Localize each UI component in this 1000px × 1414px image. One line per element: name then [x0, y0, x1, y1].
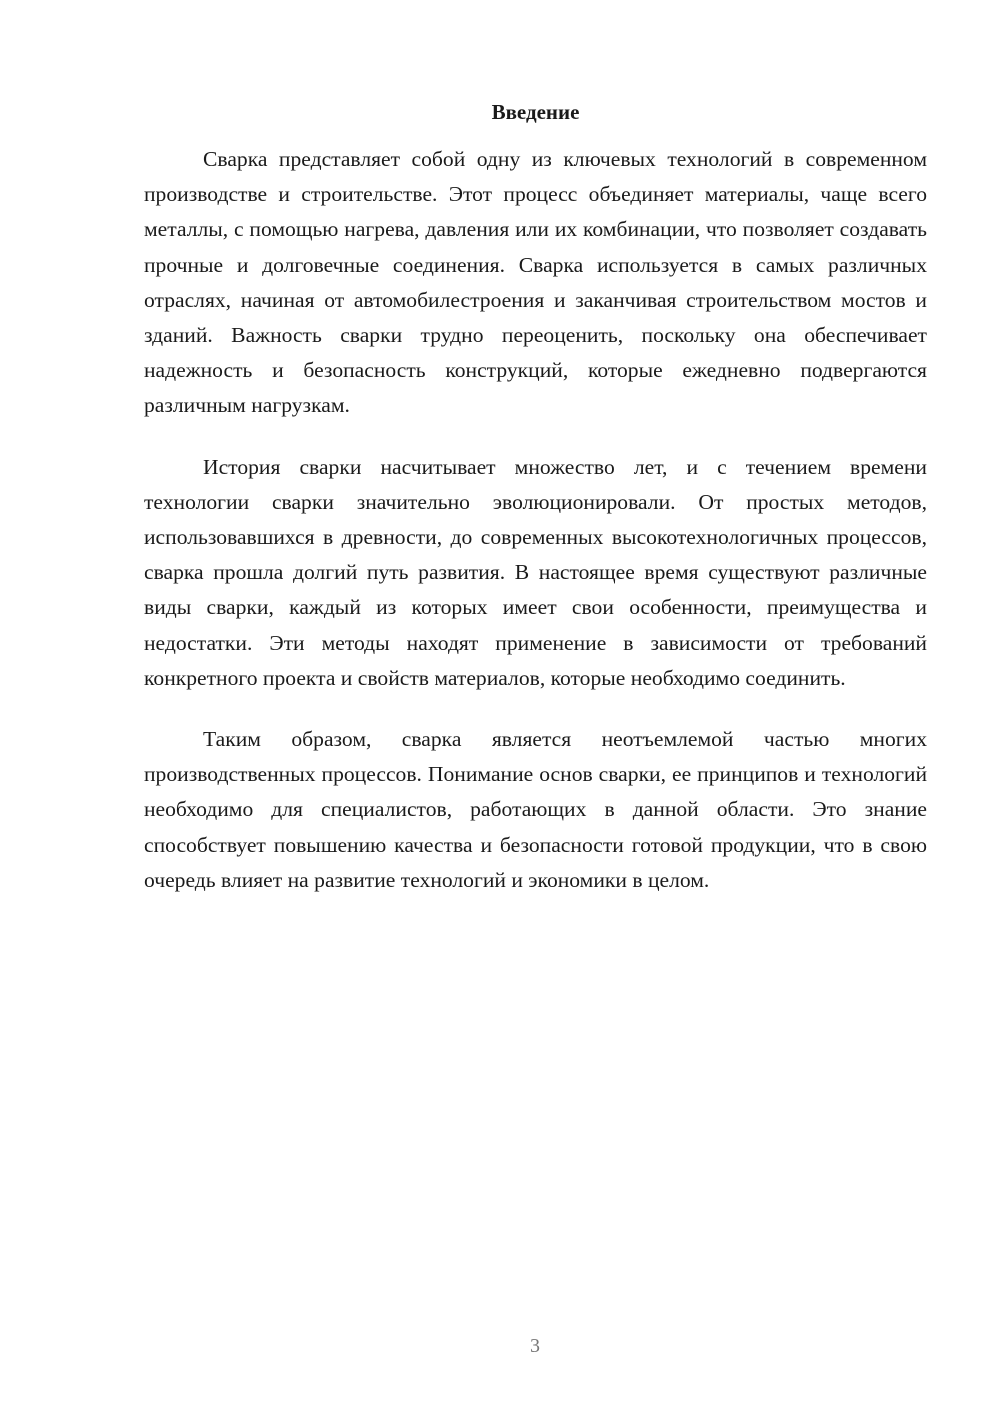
paragraph: Сварка представляет собой одну из ключевых технологий в современном производстве и строительстве. Этот процесс объединяет материалы, чаще всего металлы, с помощью нагрева, давления или их комбинации, что позволяет создавать прочные и долговечные соединения. Сварка используется в самых различных отраслях, начиная от автомобилестроения и заканчивая строительством мостов и зданий. Важность сварки трудно переоценить, поскольку она обеспечивает надежность и безопасность конструкций, которые ежедневно подвергаются различным нагрузкам.: [144, 147, 927, 418]
paragraph: Таким образом, сварка является неотъемлемой частью многих производственных процессов. Понимание основ сварки, ее принципов и технологий необходимо для специалистов, работающих в данной области. Это знание способствует повышению качества и безопасности готовой продукции, что в свою очередь влияет на развитие технологий и экономики в целом.: [144, 727, 927, 892]
body-text: [144, 142, 927, 924]
page-title: Введение: [491, 100, 580, 124]
paragraph: История сварки насчитывает множество лет, и с течением времени технологии сварки значительно эволюционировали. От простых методов, использовавшихся в древности, до современных высокотехнологичных процессов, сварка прошла долгий путь развития. В настоящее время существуют различные виды сварки, каждый из которых имеет свои особенности, преимущества и недостатки. Эти методы находят применение в зависимости от требований конкретного проекта и свойств материалов, которые необходимо соединить.: [144, 454, 927, 690]
page-number: 3: [530, 1335, 540, 1357]
